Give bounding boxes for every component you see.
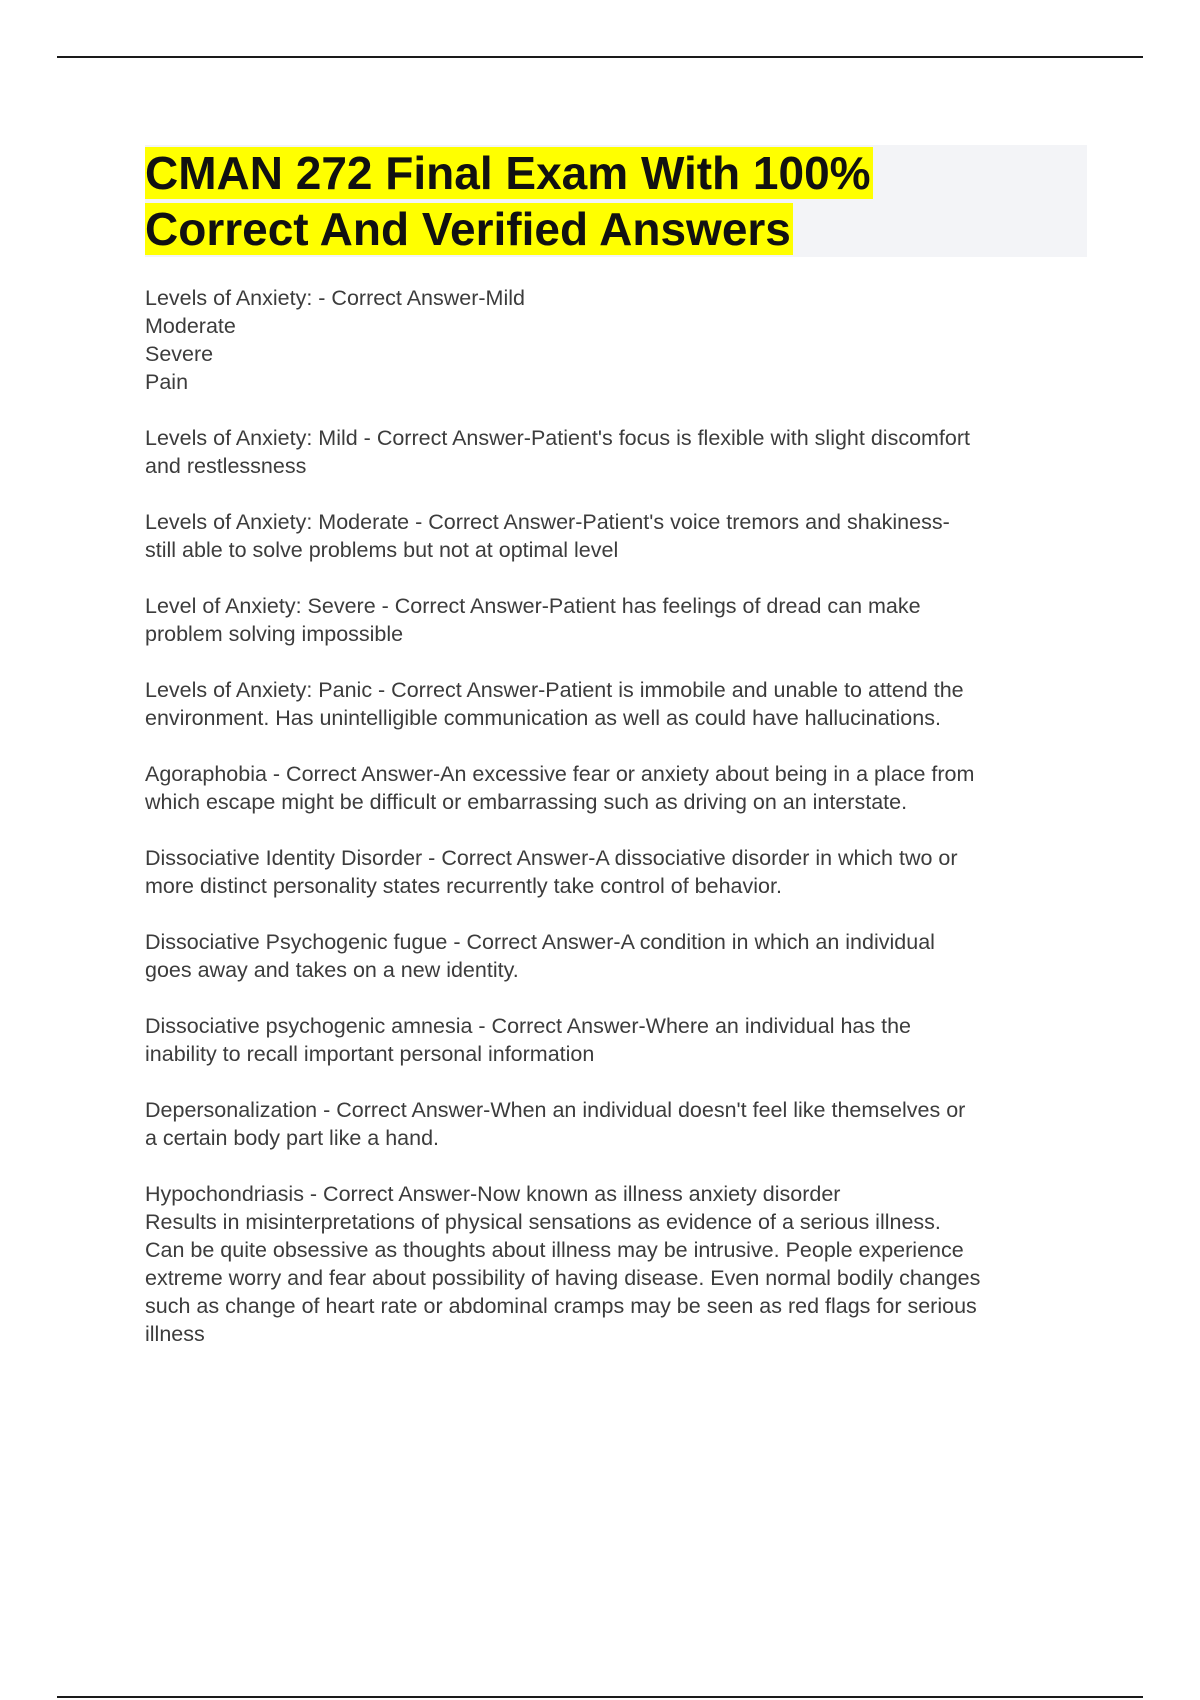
qa-entry-line: Dissociative Identity Disorder - Correct Answer-A dissociative disorder in which two or — [145, 846, 958, 870]
title-line-2: Correct And Verified Answers — [145, 203, 791, 255]
qa-entry-line: inability to recall important personal information — [145, 1042, 595, 1066]
qa-entry-line: still able to solve problems but not at optimal level — [145, 538, 619, 562]
qa-entry — [145, 928, 1090, 984]
title-box — [145, 145, 1087, 257]
qa-entry — [145, 284, 1090, 396]
qa-entry-line: environment. Has unintelligible communication as well as could have hallucinations. — [145, 706, 941, 730]
qa-entry-line: a certain body part like a hand. — [145, 1126, 440, 1150]
qa-entry-line: Severe — [145, 342, 214, 366]
qa-entry — [145, 592, 1090, 648]
qa-entry — [145, 1096, 1090, 1152]
qa-entry-line: extreme worry and fear about possibility of having disease. Even normal bodily changes — [145, 1266, 981, 1290]
qa-entry-line: goes away and takes on a new identity. — [145, 958, 519, 982]
document-title — [145, 145, 1087, 257]
qa-entry-line: Hypochondriasis - Correct Answer-Now known as illness anxiety disorder — [145, 1182, 841, 1206]
qa-entry-line: such as change of heart rate or abdominal cramps may be seen as red flags for serious — [145, 1294, 977, 1318]
qa-entry-line: problem solving impossible — [145, 622, 404, 646]
qa-entry-line: Levels of Anxiety: - Correct Answer-Mild — [145, 286, 525, 310]
qa-entry-line: Dissociative Psychogenic fugue - Correct Answer-A condition in which an individual — [145, 930, 935, 954]
qa-entry — [145, 760, 1090, 816]
qa-entry — [145, 1012, 1090, 1068]
qa-entry-line: illness — [145, 1322, 205, 1346]
top-rule — [57, 56, 1143, 58]
qa-entry-line: Levels of Anxiety: Mild - Correct Answer-Patient's focus is flexible with slight discomfort — [145, 426, 970, 450]
qa-entry-line: Pain — [145, 370, 189, 394]
qa-entry-line: more distinct personality states recurrently take control of behavior. — [145, 874, 782, 898]
qa-entry-line: Levels of Anxiety: Moderate - Correct Answer-Patient's voice tremors and shakiness- — [145, 510, 950, 534]
bottom-rule — [57, 1696, 1143, 1698]
qa-entry-line: Depersonalization - Correct Answer-When an individual doesn't feel like themselves or — [145, 1098, 966, 1122]
qa-entry-line: Can be quite obsessive as thoughts about illness may be intrusive. People experience — [145, 1238, 964, 1262]
qa-entry-line: Level of Anxiety: Severe - Correct Answer-Patient has feelings of dread can make — [145, 594, 921, 618]
qa-entry-line: which escape might be difficult or embarrassing such as driving on an interstate. — [145, 790, 908, 814]
qa-list — [145, 284, 1090, 1376]
qa-entry-line: Dissociative psychogenic amnesia - Correct Answer-Where an individual has the — [145, 1014, 911, 1038]
qa-entry — [145, 508, 1090, 564]
qa-entry-line: Moderate — [145, 314, 236, 338]
qa-entry-line: and restlessness — [145, 454, 307, 478]
qa-entry-line: Levels of Anxiety: Panic - Correct Answer-Patient is immobile and unable to attend the — [145, 678, 964, 702]
title-line-1: CMAN 272 Final Exam With 100% — [145, 147, 871, 199]
qa-entry-line: Agoraphobia - Correct Answer-An excessive fear or anxiety about being in a place from — [145, 762, 975, 786]
qa-entry — [145, 676, 1090, 732]
qa-entry — [145, 424, 1090, 480]
qa-entry-line: Results in misinterpretations of physical sensations as evidence of a serious illness. — [145, 1210, 941, 1234]
qa-entry — [145, 844, 1090, 900]
qa-entry — [145, 1180, 1090, 1348]
